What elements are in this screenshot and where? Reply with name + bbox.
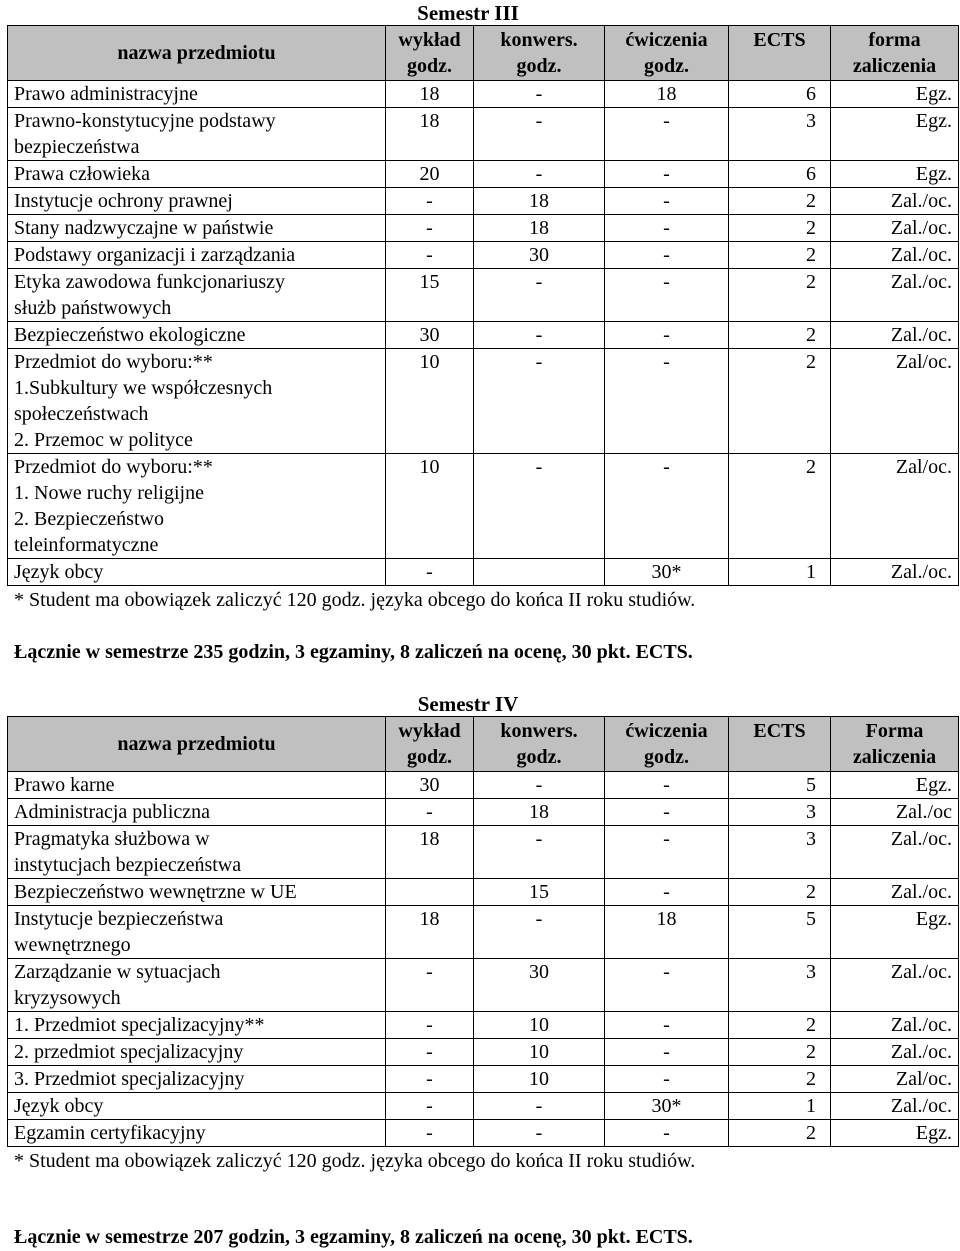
header-ects: ECTS [729,717,831,772]
lecture-hours: - [386,1066,474,1093]
assessment-form: Zal./oc. [831,242,959,269]
subject-name-line: Język obcy [14,561,104,583]
lecture-hours: 20 [386,161,474,188]
assessment-form: Zal/oc. [831,349,959,454]
subject-name-line: wewnętrznego [14,934,131,956]
header-lecture-hours [386,26,474,81]
header-assessment-form-line: forma [868,29,921,51]
table-row [8,1066,959,1093]
table-row [8,454,959,559]
exercise-hours: - [605,1066,729,1093]
header-subject-name: nazwa przedmiotu [8,717,386,772]
lecture-hours: - [386,559,474,586]
subject-name-line: Prawno-konstytucyjne podstawy [14,110,276,132]
subject-name [8,559,386,586]
conversation-hours: 18 [474,799,605,826]
assessment-form: Zal./oc. [831,215,959,242]
lecture-hours: - [386,1093,474,1120]
subject-name-line: 1. Przedmiot specjalizacyjny** [14,1014,265,1036]
assessment-form: Zal./oc. [831,959,959,1012]
ects-points: 1 [729,559,831,586]
subject-name-line: służb państwowych [14,297,172,319]
table-row [8,1039,959,1066]
conversation-hours: 18 [474,215,605,242]
subject-name-line: Instytucje bezpieczeństwa [14,908,224,930]
assessment-form: Egz. [831,161,959,188]
header-conversation-hours [474,26,605,81]
subject-name-line: Administracja publiczna [14,801,211,823]
assessment-form: Zal/oc. [831,454,959,559]
subject-name [8,1093,386,1120]
assessment-form: Zal./oc. [831,269,959,322]
lecture-hours: - [386,1039,474,1066]
lecture-hours: - [386,799,474,826]
subject-name [8,454,386,559]
subject-name-line: Bezpieczeństwo wewnętrzne w UE [14,881,297,903]
exercise-hours: 18 [605,81,729,108]
subject-name-line: teleinformatyczne [14,534,159,556]
subject-name [8,772,386,799]
lecture-hours: - [386,242,474,269]
table-row [8,906,959,959]
table-row [8,215,959,242]
lecture-hours [386,879,474,906]
header-assessment-form [831,717,959,772]
semester3-footnote: * Student ma obowiązek zaliczyć 120 godz. języka obcego do końca II roku studiów. [14,589,696,611]
assessment-form: Zal./oc [831,799,959,826]
exercise-hours: - [605,799,729,826]
ects-points: 2 [729,188,831,215]
header-conversation-hours-line: konwers. [500,720,578,742]
table-row [8,161,959,188]
assessment-form: Zal./oc. [831,826,959,879]
header-lecture-hours-line: wykład [398,29,461,51]
semester3-title: Semestr III [417,1,519,25]
lecture-hours: - [386,1012,474,1039]
conversation-hours: 10 [474,1039,605,1066]
exercise-hours: - [605,879,729,906]
ects-points: 2 [729,1039,831,1066]
exercise-hours: 30* [605,559,729,586]
exercise-hours: - [605,161,729,188]
table-row [8,242,959,269]
conversation-hours: - [474,161,605,188]
table-row [8,349,959,454]
table-row [8,799,959,826]
table-row [8,1012,959,1039]
conversation-hours: - [474,454,605,559]
assessment-form: Egz. [831,906,959,959]
exercise-hours: - [605,269,729,322]
exercise-hours: - [605,1012,729,1039]
conversation-hours: - [474,349,605,454]
semester3-summary: Łącznie w semestrze 235 godzin, 3 egzaminy, 8 zaliczeń na ocenę, 30 pkt. ECTS. [14,641,693,663]
header-conversation-hours-line: godz. [516,55,562,77]
ects-points: 2 [729,879,831,906]
subject-name-line: 1. Nowe ruchy religijne [14,482,204,504]
header-conversation-hours-line: godz. [516,746,562,768]
subject-name-line: 2. Przemoc w polityce [14,429,193,451]
subject-name-line: Bezpieczeństwo ekologiczne [14,324,246,346]
subject-name [8,188,386,215]
subject-name [8,959,386,1012]
exercise-hours: - [605,242,729,269]
ects-points: 3 [729,108,831,161]
exercise-hours: - [605,188,729,215]
lecture-hours: 15 [386,269,474,322]
subject-name [8,108,386,161]
table-row [8,269,959,322]
exercise-hours: - [605,349,729,454]
subject-name-line: kryzysowych [14,987,121,1009]
table-row [8,559,959,586]
header-ects: ECTS [729,26,831,81]
conversation-hours [474,559,605,586]
subject-name-line: Przedmiot do wyboru:** [14,456,213,478]
subject-name-line: Zarządzanie w sytuacjach [14,961,221,983]
header-assessment-form [831,26,959,81]
lecture-hours: 18 [386,81,474,108]
conversation-hours: - [474,322,605,349]
semester4-header [8,717,959,772]
ects-points: 2 [729,1066,831,1093]
header-lecture-hours-line: godz. [407,746,452,768]
subject-name-line: Stany nadzwyczajne w państwie [14,217,274,239]
header-exercise-hours [605,26,729,81]
subject-name-line: instytucjach bezpieczeństwa [14,854,242,876]
exercise-hours: - [605,1039,729,1066]
header-exercise-hours [605,717,729,772]
table-row [8,879,959,906]
exercise-hours: - [605,826,729,879]
header-row [8,717,959,772]
exercise-hours: 30* [605,1093,729,1120]
assessment-form: Egz. [831,772,959,799]
header-row [8,26,959,81]
exercise-hours: 18 [605,906,729,959]
conversation-hours: - [474,81,605,108]
ects-points: 2 [729,242,831,269]
lecture-hours: 10 [386,349,474,454]
semester4-body [8,772,959,1147]
ects-points: 2 [729,1120,831,1147]
conversation-hours: - [474,1120,605,1147]
exercise-hours: - [605,322,729,349]
subject-name [8,322,386,349]
ects-points: 6 [729,161,831,188]
subject-name [8,1120,386,1147]
conversation-hours: - [474,772,605,799]
subject-name-line: Etyka zawodowa funkcjonariuszy [14,271,286,293]
header-assessment-form-line: zaliczenia [852,55,937,77]
subject-name-line: 1.Subkultury we współczesnych [14,377,273,399]
lecture-hours: - [386,1120,474,1147]
lecture-hours: - [386,188,474,215]
header-lecture-hours [386,717,474,772]
conversation-hours: - [474,826,605,879]
subject-name [8,161,386,188]
exercise-hours: - [605,108,729,161]
lecture-hours: 18 [386,826,474,879]
conversation-hours: - [474,906,605,959]
ects-points: 2 [729,322,831,349]
table-row [8,826,959,879]
semester4-footnote: * Student ma obowiązek zaliczyć 120 godz. języka obcego do końca II roku studiów. [14,1150,696,1172]
assessment-form: Zal./oc. [831,1012,959,1039]
ects-points: 6 [729,81,831,108]
subject-name-line: Przedmiot do wyboru:** [14,351,213,373]
semester4-table [7,716,959,1147]
subject-name [8,826,386,879]
header-lecture-hours-line: wykład [398,720,461,742]
subject-name-line: Prawo karne [14,774,115,796]
semester3-body [8,81,959,586]
table-row [8,1120,959,1147]
header-conversation-hours-line: konwers. [500,29,578,51]
subject-name-line: Prawo administracyjne [14,83,198,105]
conversation-hours: 30 [474,959,605,1012]
subject-name [8,1012,386,1039]
table-row [8,772,959,799]
ects-points: 3 [729,959,831,1012]
semester3-header [8,26,959,81]
assessment-form: Zal./oc. [831,188,959,215]
assessment-form: Zal./oc. [831,879,959,906]
conversation-hours: 10 [474,1066,605,1093]
ects-points: 2 [729,454,831,559]
subject-name-line: 2. przedmiot specjalizacyjny [14,1041,244,1063]
subject-name-line: Język obcy [14,1095,104,1117]
exercise-hours: - [605,454,729,559]
conversation-hours: 10 [474,1012,605,1039]
ects-points: 3 [729,799,831,826]
assessment-form: Zal./oc. [831,559,959,586]
lecture-hours: 10 [386,454,474,559]
table-row [8,322,959,349]
conversation-hours: - [474,108,605,161]
semester4-title: Semestr IV [417,692,519,716]
ects-points: 2 [729,215,831,242]
conversation-hours: 15 [474,879,605,906]
lecture-hours: - [386,959,474,1012]
subject-name [8,1066,386,1093]
header-exercise-hours-line: ćwiczenia [625,29,708,51]
assessment-form: Egz. [831,108,959,161]
subject-name-line: społeczeństwach [14,403,149,425]
subject-name [8,906,386,959]
table-row [8,81,959,108]
subject-name-line: Instytucje ochrony prawnej [14,190,233,212]
assessment-form: Zal./oc. [831,1039,959,1066]
subject-name-line: 3. Przedmiot specjalizacyjny [14,1068,245,1090]
ects-points: 2 [729,1012,831,1039]
subject-name-line: Podstawy organizacji i zarządzania [14,244,296,266]
assessment-form: Egz. [831,81,959,108]
assessment-form: Zal./oc. [831,322,959,349]
subject-name [8,242,386,269]
header-assessment-form-line: Forma [865,720,924,742]
header-lecture-hours-line: godz. [407,55,452,77]
ects-points: 2 [729,349,831,454]
conversation-hours: - [474,269,605,322]
table-row [8,959,959,1012]
header-exercise-hours-line: ćwiczenia [625,720,708,742]
table-row [8,188,959,215]
exercise-hours: - [605,1120,729,1147]
ects-points: 3 [729,826,831,879]
header-assessment-form-line: zaliczenia [852,746,937,768]
lecture-hours: 30 [386,322,474,349]
ects-points: 1 [729,1093,831,1120]
subject-name-line: Egzamin certyfikacyjny [14,1122,206,1144]
header-exercise-hours-line: godz. [644,55,689,77]
subject-name [8,269,386,322]
header-subject-name: nazwa przedmiotu [8,26,386,81]
lecture-hours: 18 [386,906,474,959]
subject-name [8,879,386,906]
exercise-hours: - [605,215,729,242]
assessment-form: Zal./oc. [831,1093,959,1120]
exercise-hours: - [605,772,729,799]
subject-name-line: Pragmatyka służbowa w [14,828,210,850]
lecture-hours: 18 [386,108,474,161]
ects-points: 5 [729,772,831,799]
header-conversation-hours [474,717,605,772]
table-row [8,108,959,161]
subject-name-line: bezpieczeństwa [14,136,140,158]
header-exercise-hours-line: godz. [644,746,689,768]
lecture-hours: - [386,215,474,242]
table-row [8,1093,959,1120]
conversation-hours: 18 [474,188,605,215]
conversation-hours: - [474,1093,605,1120]
subject-name [8,1039,386,1066]
subject-name [8,81,386,108]
assessment-form: Zal/oc. [831,1066,959,1093]
exercise-hours: - [605,959,729,1012]
assessment-form: Egz. [831,1120,959,1147]
subject-name-line: Prawa człowieka [14,163,151,185]
semester3-table [7,25,959,586]
subject-name [8,799,386,826]
ects-points: 2 [729,269,831,322]
subject-name-line: 2. Bezpieczeństwo [14,508,164,530]
subject-name [8,349,386,454]
conversation-hours: 30 [474,242,605,269]
subject-name [8,215,386,242]
lecture-hours: 30 [386,772,474,799]
ects-points: 5 [729,906,831,959]
semester4-summary: Łącznie w semestrze 207 godzin, 3 egzaminy, 8 zaliczeń na ocenę, 30 pkt. ECTS. [14,1226,693,1248]
